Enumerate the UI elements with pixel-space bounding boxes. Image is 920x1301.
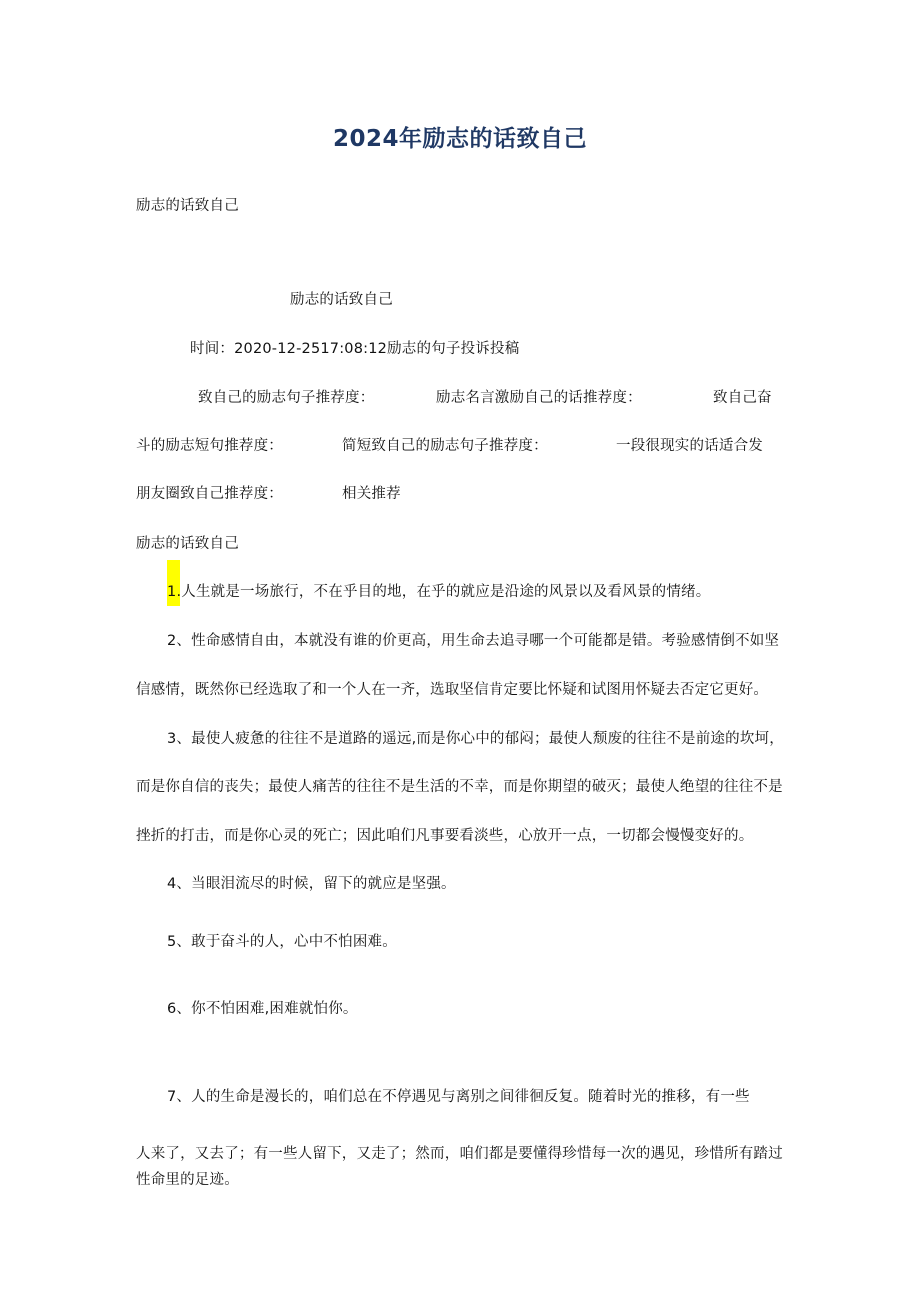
- recommend-item[interactable]: 朋友圈致自己推荐度：: [136, 486, 283, 502]
- paragraph-line: 人来了，又去了；有一些人留下，又走了；然而，咱们都是要懂得珍惜每一次的遇见，珍惜所有踏过: [136, 1146, 783, 1162]
- recommend-item[interactable]: 励志名言激励自己的话推荐度：: [436, 390, 642, 406]
- recommend-item[interactable]: 致自己奋: [713, 390, 772, 406]
- paragraph-number: 1: [167, 584, 177, 600]
- paragraph-line: .人生就是一场旅行，不在乎目的地，在乎的就应是沿途的风景以及看风景的情绪。: [176, 584, 711, 600]
- subtitle: 励志的话致自己: [136, 198, 239, 214]
- paragraph-line: 7、人的生命是漫长的，咱们总在不停遇见与离别之间徘徊反复。随着时光的推移，有一些: [167, 1089, 750, 1105]
- paragraph-line: 3、最使人疲惫的往往不是道路的遥远,而是你心中的郁闷；最使人颓废的往往不是前途的坎坷，: [167, 731, 784, 747]
- related-recommend-link[interactable]: 相关推荐: [342, 486, 401, 502]
- paragraph-line: 信感情，既然你已经选取了和一个人在一齐，选取坚信肯定要比怀疑和试图用怀疑去否定它更好。: [136, 682, 769, 698]
- recommend-item[interactable]: 斗的励志短句推荐度：: [136, 438, 283, 454]
- paragraph-1: [167, 582, 710, 602]
- recommend-item[interactable]: 一段很现实的话适合发: [616, 438, 763, 454]
- paragraph-line: 6、你不怕困难,困难就怕你。: [167, 1001, 358, 1017]
- article-meta: 时间：2020-12-2517:08:12励志的句子投诉投稿: [190, 341, 520, 357]
- paragraph-line: 5、敢于奋斗的人，心中不怕困难。: [167, 934, 397, 950]
- recommend-item[interactable]: 致自己的励志句子推荐度：: [198, 390, 375, 406]
- paragraph-line: 挫折的打击，而是你心灵的死亡；因此咱们凡事要看淡些，心放开一点，一切都会慢慢变好的。: [136, 828, 754, 844]
- paragraph-line: 4、当眼泪流尽的时候，留下的就应是坚强。: [167, 876, 456, 892]
- paragraph-line: 而是你自信的丧失；最使人痛苦的往往不是生活的不幸，而是你期望的破灭；最使人绝望的往往不是: [136, 779, 783, 795]
- section-heading: 励志的话致自己: [136, 536, 239, 552]
- recommend-item[interactable]: 简短致自己的励志句子推荐度：: [342, 438, 548, 454]
- article-title: 励志的话致自己: [290, 292, 393, 308]
- paragraph-line: 2、性命感情自由，本就没有谁的价更高，用生命去追寻哪一个可能都是错。考验感情倒不如坚: [167, 633, 780, 649]
- paragraph-line: 性命里的足迹。: [136, 1172, 239, 1188]
- page-title: 2024年励志的话致自己: [332, 126, 587, 152]
